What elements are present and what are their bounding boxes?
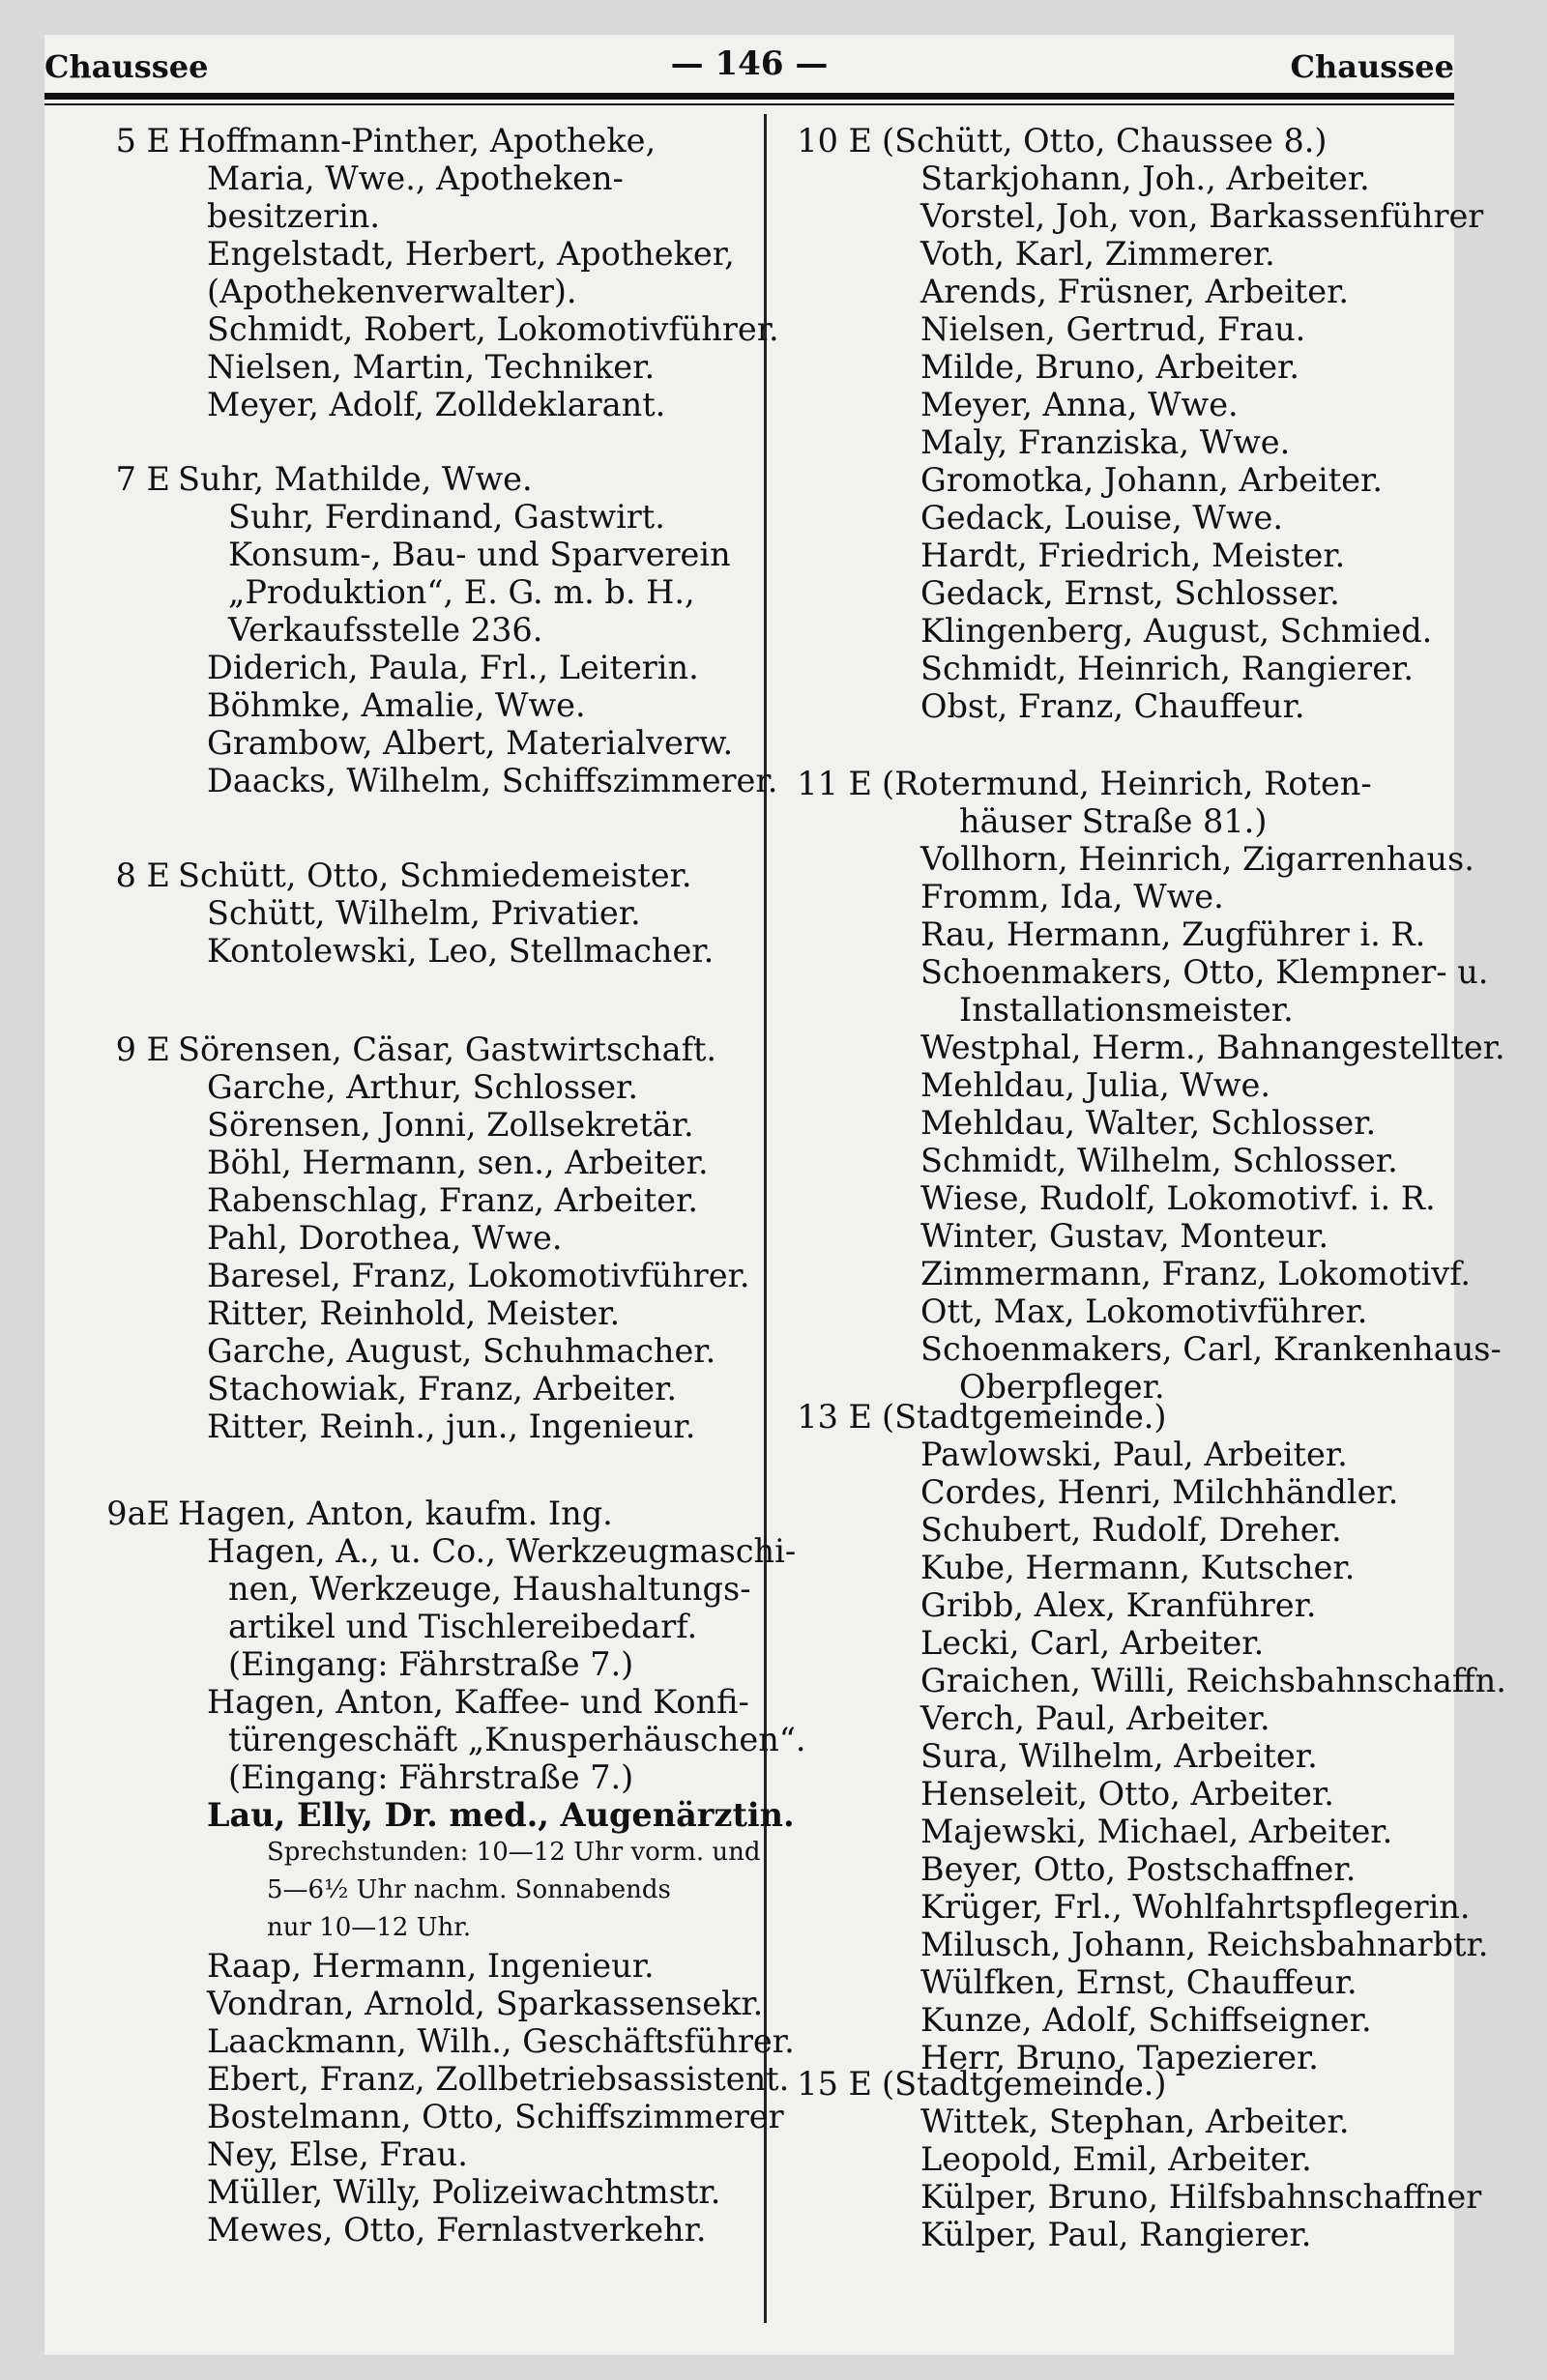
- office-hours-text: 5—6½ Uhr nachm. Sonnabends: [267, 1875, 671, 1904]
- resident-line: [777, 273, 1454, 310]
- resident-line: [777, 1850, 1454, 1888]
- entry-text: (Stadtgemeinde.): [882, 1398, 1167, 1436]
- resident-line: [44, 1144, 760, 1181]
- entry-text: Schütt, Otto, Schmiedemeister.: [178, 856, 692, 894]
- resident-line: [777, 1179, 1454, 1217]
- entry-text: Böhl, Hermann, sen., Arbeiter.: [207, 1144, 709, 1181]
- resident-line: [44, 348, 760, 386]
- entry-text: Starkjohann, Joh., Arbeiter.: [920, 160, 1370, 197]
- entry-text: Külper, Bruno, Hilfsbahnschaffner: [920, 2178, 1482, 2216]
- entry-text: nen, Werkzeuge, Haushaltungs-: [228, 1570, 751, 1608]
- entry-text: (Rotermund, Heinrich, Roten-: [882, 765, 1372, 802]
- entry-text: Klingenberg, August, Schmied.: [920, 612, 1433, 650]
- resident-line: [44, 197, 760, 235]
- resident-line: [777, 386, 1454, 423]
- entry-text: Schmidt, Robert, Lokomotivführer.: [207, 310, 779, 348]
- entry-text: Meyer, Adolf, Zolldeklarant.: [207, 386, 666, 423]
- entry-text: Hagen, Anton, kaufm. Ing.: [178, 1495, 613, 1532]
- resident-line: [777, 1255, 1472, 1292]
- resident-line: [777, 1511, 1454, 1549]
- entry-text: Vollhorn, Heinrich, Zigarrenhaus.: [920, 840, 1474, 878]
- resident-line: [777, 1775, 1454, 1813]
- entry-text: Müller, Willy, Polizeiwachtmstr.: [207, 2173, 721, 2211]
- resident-line: [777, 574, 1454, 612]
- entry-text: Arends, Früsner, Arbeiter.: [920, 273, 1350, 310]
- entry-text: Schubert, Rudolf, Dreher.: [920, 1511, 1342, 1549]
- entry-first-line: [44, 122, 760, 160]
- entry-text: Wittek, Stephan, Arbeiter.: [920, 2103, 1350, 2140]
- house-number: 5 E: [115, 122, 170, 160]
- entry-text: Gribb, Alex, Kranführer.: [920, 1586, 1317, 1624]
- directory-page: [44, 35, 1506, 2355]
- entry-text: Beyer, Otto, Postschaffner.: [920, 1850, 1357, 1888]
- entry-text: Sura, Wilhelm, Arbeiter.: [920, 1737, 1318, 1775]
- entry-text: Installationsmeister.: [959, 991, 1294, 1029]
- entry-text: Diderich, Paula, Frl., Leiterin.: [207, 649, 699, 686]
- resident-line: [777, 1330, 1502, 1368]
- resident-line: [777, 1473, 1454, 1511]
- entry-text: „Produktion“, E. G. m. b. H.,: [228, 573, 695, 611]
- running-head-right: Chaussee: [1290, 48, 1454, 85]
- entry-text: Westphal, Herm., Bahnangestellter.: [920, 1029, 1505, 1066]
- entry-text: Böhmke, Amalie, Wwe.: [207, 686, 586, 724]
- entry-text: Garche, Arthur, Schlosser.: [207, 1068, 639, 1106]
- resident-line: [44, 2173, 760, 2211]
- entry-text: Nielsen, Gertrud, Frau.: [920, 310, 1306, 348]
- resident-line: [44, 1683, 760, 1721]
- entry-text: Verkaufsstelle 236.: [228, 611, 543, 649]
- resident-line: [44, 1370, 760, 1408]
- resident-line: [44, 932, 760, 970]
- resident-line: [777, 1963, 1454, 2001]
- entry-text: Lecki, Carl, Arbeiter.: [920, 1624, 1265, 1662]
- resident-line: [44, 1532, 797, 1570]
- resident-line: [44, 273, 760, 310]
- resident-line: [44, 1181, 760, 1219]
- entry-text: Schmidt, Wilhelm, Schlosser.: [920, 1142, 1398, 1179]
- resident-line: [44, 686, 760, 724]
- entry-text: Grambow, Albert, Materialverw.: [207, 724, 734, 762]
- entry-text: Verch, Paul, Arbeiter.: [920, 1699, 1270, 1737]
- resident-line: [44, 1294, 760, 1332]
- entry-text: Leopold, Emil, Arbeiter.: [920, 2140, 1312, 2178]
- address-entry: [44, 1030, 760, 1445]
- resident-line: [44, 1106, 760, 1144]
- resident-line: [777, 2001, 1454, 2039]
- resident-line: [777, 1292, 1454, 1330]
- resident-line: [44, 649, 760, 686]
- entry-text: Ritter, Reinh., jun., Ingenieur.: [207, 1408, 696, 1445]
- entry-text: Sörensen, Jonni, Zollsekretär.: [207, 1106, 694, 1144]
- entry-text: Oberpfleger.: [959, 1368, 1165, 1406]
- entry-text: Mehldau, Julia, Wwe.: [920, 1066, 1270, 1104]
- entry-text: Maria, Wwe., Apotheken-: [207, 160, 624, 197]
- entry-text: Hagen, A., u. Co., Werkzeugmaschi-: [207, 1532, 797, 1570]
- entry-text: Külper, Paul, Rangierer.: [920, 2216, 1312, 2253]
- entry-text: Kunze, Adolf, Schiffseigner.: [920, 2001, 1372, 2039]
- entry-text: Gedack, Ernst, Schlosser.: [920, 574, 1340, 612]
- resident-line: [777, 650, 1454, 687]
- resident-line: [777, 1624, 1454, 1662]
- entry-text: besitzerin.: [207, 197, 381, 235]
- entry-text: Bostelmann, Otto, Schiffszimmerer: [207, 2098, 784, 2135]
- house-number: 13 E: [797, 1398, 872, 1436]
- resident-line: [44, 724, 760, 762]
- resident-line: [777, 991, 1454, 1029]
- entry-first-line: [44, 856, 760, 894]
- resident-line: [44, 1758, 760, 1796]
- entry-text: (Apothekenverwalter).: [207, 273, 577, 310]
- resident-line: [777, 423, 1454, 461]
- entry-text: Vorstel, Joh, von, Barkassenführer: [920, 197, 1484, 235]
- resident-line: [777, 235, 1454, 273]
- entry-first-line: [44, 1030, 760, 1068]
- entry-text: Ney, Else, Frau.: [207, 2135, 468, 2173]
- resident-line: [777, 2103, 1454, 2140]
- entry-text: Laackmann, Wilh., Geschäftsführer.: [207, 2022, 795, 2060]
- resident-line: [44, 1257, 760, 1294]
- resident-line: [44, 2211, 760, 2249]
- entry-text: Hardt, Friedrich, Meister.: [920, 537, 1346, 574]
- entry-text: Ritter, Reinhold, Meister.: [207, 1294, 621, 1332]
- resident-line: [777, 953, 1489, 991]
- resident-line: [44, 386, 760, 423]
- column-divider: [764, 114, 767, 2323]
- entry-text: (Schütt, Otto, Chaussee 8.): [882, 122, 1328, 160]
- entry-text: Nielsen, Martin, Techniker.: [207, 348, 656, 386]
- entry-text: Baresel, Franz, Lokomotivführer.: [207, 1257, 750, 1294]
- address-entry: [777, 765, 1505, 1406]
- entry-first-line: [44, 1495, 760, 1532]
- page-number: — 146 —: [670, 44, 829, 83]
- entry-text: Majewski, Michael, Arbeiter.: [920, 1813, 1393, 1850]
- resident-line: [44, 762, 778, 799]
- entry-text: Konsum-, Bau- und Sparverein: [228, 536, 731, 573]
- entry-first-line: [777, 765, 1454, 802]
- entry-text: Mehldau, Walter, Schlosser.: [920, 1104, 1377, 1142]
- address-entry: [777, 1398, 1506, 2076]
- entry-text: Rabenschlag, Franz, Arbeiter.: [207, 1181, 698, 1219]
- entry-text: Pawlowski, Paul, Arbeiter.: [920, 1436, 1348, 1473]
- entry-text: türengeschäft „Knusperhäuschen“.: [228, 1721, 806, 1758]
- resident-line: [44, 1408, 760, 1445]
- resident-line: [777, 802, 1454, 840]
- resident-line: [777, 1142, 1454, 1179]
- entry-text: Cordes, Henri, Milchhändler.: [920, 1473, 1399, 1511]
- resident-line: [777, 1699, 1454, 1737]
- resident-line: [44, 611, 760, 649]
- house-number: 7 E: [115, 460, 170, 498]
- entry-text: Zimmermann, Franz, Lokomotivf.: [920, 1255, 1472, 1292]
- resident-line: [777, 878, 1454, 915]
- entry-text: Wülfken, Ernst, Chauffeur.: [920, 1963, 1357, 2001]
- resident-line: [777, 1586, 1454, 1624]
- resident-line: [777, 612, 1454, 650]
- resident-line: [44, 1796, 795, 1834]
- resident-line: [44, 1721, 806, 1758]
- resident-line: [44, 235, 760, 273]
- entry-text: Henseleit, Otto, Arbeiter.: [920, 1775, 1334, 1813]
- entry-text: Rau, Hermann, Zugführer i. R.: [920, 915, 1426, 953]
- entry-text: Vondran, Arnold, Sparkassensekr.: [207, 1985, 764, 2022]
- resident-line: [44, 160, 760, 197]
- resident-line: [44, 498, 760, 536]
- entry-text: Fromm, Ida, Wwe.: [920, 878, 1224, 915]
- header-rule-thick: [44, 93, 1454, 100]
- page-header: [44, 35, 1454, 93]
- resident-line: [44, 1985, 764, 2022]
- entry-text: Gromotka, Johann, Arbeiter.: [920, 461, 1383, 499]
- entry-text: Winter, Gustav, Monteur.: [920, 1217, 1329, 1255]
- resident-line: [777, 840, 1474, 878]
- resident-line: [44, 1947, 760, 1985]
- resident-line: [777, 1549, 1454, 1586]
- entry-text: Stachowiak, Franz, Arbeiter.: [207, 1370, 678, 1408]
- resident-line: [44, 1570, 760, 1608]
- resident-line: [777, 1737, 1454, 1775]
- entry-text: Suhr, Mathilde, Wwe.: [178, 460, 533, 498]
- house-number: 9 E: [115, 1030, 170, 1068]
- entry-text: Suhr, Ferdinand, Gastwirt.: [228, 498, 665, 536]
- entry-text: Voth, Karl, Zimmerer.: [920, 235, 1275, 273]
- entry-text: Milde, Bruno, Arbeiter.: [920, 348, 1300, 386]
- resident-line: [777, 915, 1454, 953]
- entry-first-line: [777, 1398, 1454, 1436]
- entry-text: Engelstadt, Herbert, Apotheker,: [207, 235, 735, 273]
- resident-line: [777, 2140, 1454, 2178]
- resident-line: [44, 2135, 760, 2173]
- resident-line: [777, 1926, 1489, 1963]
- entry-text: Milusch, Johann, Reichsbahnarbtr.: [920, 1926, 1489, 1963]
- resident-line: [44, 1645, 760, 1683]
- entry-text: Herr, Bruno, Tapezierer.: [920, 2039, 1319, 2076]
- resident-line: [44, 310, 779, 348]
- entry-text: häuser Straße 81.): [959, 802, 1268, 840]
- resident-line: [777, 348, 1454, 386]
- entry-text: Lau, Elly, Dr. med., Augenärztin.: [207, 1796, 795, 1834]
- address-entry: [44, 856, 760, 970]
- resident-line: [777, 1066, 1454, 1104]
- resident-line: [777, 1436, 1454, 1473]
- resident-line: [44, 894, 760, 932]
- resident-line: [777, 537, 1454, 574]
- house-number: 8 E: [115, 856, 170, 894]
- entry-first-line: [777, 122, 1454, 160]
- entry-text: Ebert, Franz, Zollbetriebsassistent.: [207, 2060, 790, 2098]
- house-number: 11 E: [797, 765, 872, 802]
- resident-line: [777, 310, 1454, 348]
- house-number: 9aE: [106, 1495, 170, 1532]
- address-entry: [44, 122, 779, 423]
- resident-line: [44, 1608, 760, 1645]
- entry-text: Sörensen, Cäsar, Gastwirtschaft.: [178, 1030, 717, 1068]
- address-entry: [44, 460, 778, 799]
- resident-line: [777, 1813, 1454, 1850]
- house-number: 15 E: [797, 2065, 872, 2103]
- resident-line: [44, 2060, 790, 2098]
- resident-line: [777, 197, 1484, 235]
- entry-text: Graichen, Willi, Reichsbahnschaffn.: [920, 1662, 1506, 1699]
- resident-line: [777, 687, 1454, 725]
- entry-text: Schütt, Wilhelm, Privatier.: [207, 894, 641, 932]
- entry-text: (Stadtgemeinde.): [882, 2065, 1167, 2103]
- entry-text: (Eingang: Fährstraße 7.): [228, 1645, 634, 1683]
- entry-text: Obst, Franz, Chauffeur.: [920, 687, 1305, 725]
- entry-text: Pahl, Dorothea, Wwe.: [207, 1219, 563, 1257]
- entry-text: Maly, Franziska, Wwe.: [920, 423, 1291, 461]
- resident-line: [777, 461, 1454, 499]
- address-entry: [777, 2065, 1482, 2253]
- resident-line: [44, 1068, 760, 1106]
- resident-line: [44, 1219, 760, 1257]
- entry-text: Schmidt, Heinrich, Rangierer.: [920, 650, 1415, 687]
- entry-text: Kube, Hermann, Kutscher.: [920, 1549, 1356, 1586]
- entry-text: Meyer, Anna, Wwe.: [920, 386, 1239, 423]
- header-rule-thin: [44, 103, 1454, 105]
- entry-text: Garche, August, Schuhmacher.: [207, 1332, 716, 1370]
- entry-text: Schoenmakers, Carl, Krankenhaus-: [920, 1330, 1502, 1368]
- address-entry: [777, 122, 1484, 725]
- entry-first-line: [44, 460, 760, 498]
- resident-line: [777, 2178, 1482, 2216]
- entry-text: Mewes, Otto, Fernlastverkehr.: [207, 2211, 707, 2249]
- resident-line: [44, 1834, 760, 1872]
- entry-text: Hagen, Anton, Kaffee- und Konfi-: [207, 1683, 749, 1721]
- resident-line: [44, 2022, 795, 2060]
- resident-line: [44, 2098, 784, 2135]
- entry-text: Gedack, Louise, Wwe.: [920, 499, 1283, 537]
- resident-line: [777, 2216, 1454, 2253]
- office-hours-text: Sprechstunden: 10—12 Uhr vorm. und: [267, 1838, 761, 1867]
- resident-line: [44, 1872, 760, 1909]
- resident-line: [44, 1909, 760, 1947]
- running-head-left: Chaussee: [44, 48, 209, 85]
- resident-line: [777, 160, 1454, 197]
- entry-text: Schoenmakers, Otto, Klempner- u.: [920, 953, 1489, 991]
- resident-line: [777, 1217, 1454, 1255]
- address-entry: [44, 1495, 806, 2249]
- resident-line: [777, 1029, 1505, 1066]
- entry-text: Raap, Hermann, Ingenieur.: [207, 1947, 655, 1985]
- entry-text: Krüger, Frl., Wohlfahrtspflegerin.: [920, 1888, 1471, 1926]
- office-hours-text: nur 10—12 Uhr.: [267, 1913, 472, 1942]
- house-number: 10 E: [797, 122, 872, 160]
- entry-text: Daacks, Wilhelm, Schiffszimmerer.: [207, 762, 778, 799]
- entry-text: Ott, Max, Lokomotivführer.: [920, 1292, 1368, 1330]
- entry-text: Wiese, Rudolf, Lokomotivf. i. R.: [920, 1179, 1436, 1217]
- resident-line: [44, 1332, 760, 1370]
- resident-line: [44, 536, 760, 573]
- resident-line: [44, 573, 760, 611]
- entry-text: artikel und Tischlereibedarf.: [228, 1608, 698, 1645]
- entry-text: (Eingang: Fährstraße 7.): [228, 1758, 634, 1796]
- entry-first-line: [777, 2065, 1454, 2103]
- entry-text: Hoffmann-Pinther, Apotheke,: [178, 122, 657, 160]
- resident-line: [777, 499, 1454, 537]
- resident-line: [777, 1662, 1506, 1699]
- resident-line: [777, 1888, 1471, 1926]
- resident-line: [777, 1104, 1454, 1142]
- entry-text: Kontolewski, Leo, Stellmacher.: [207, 932, 715, 970]
